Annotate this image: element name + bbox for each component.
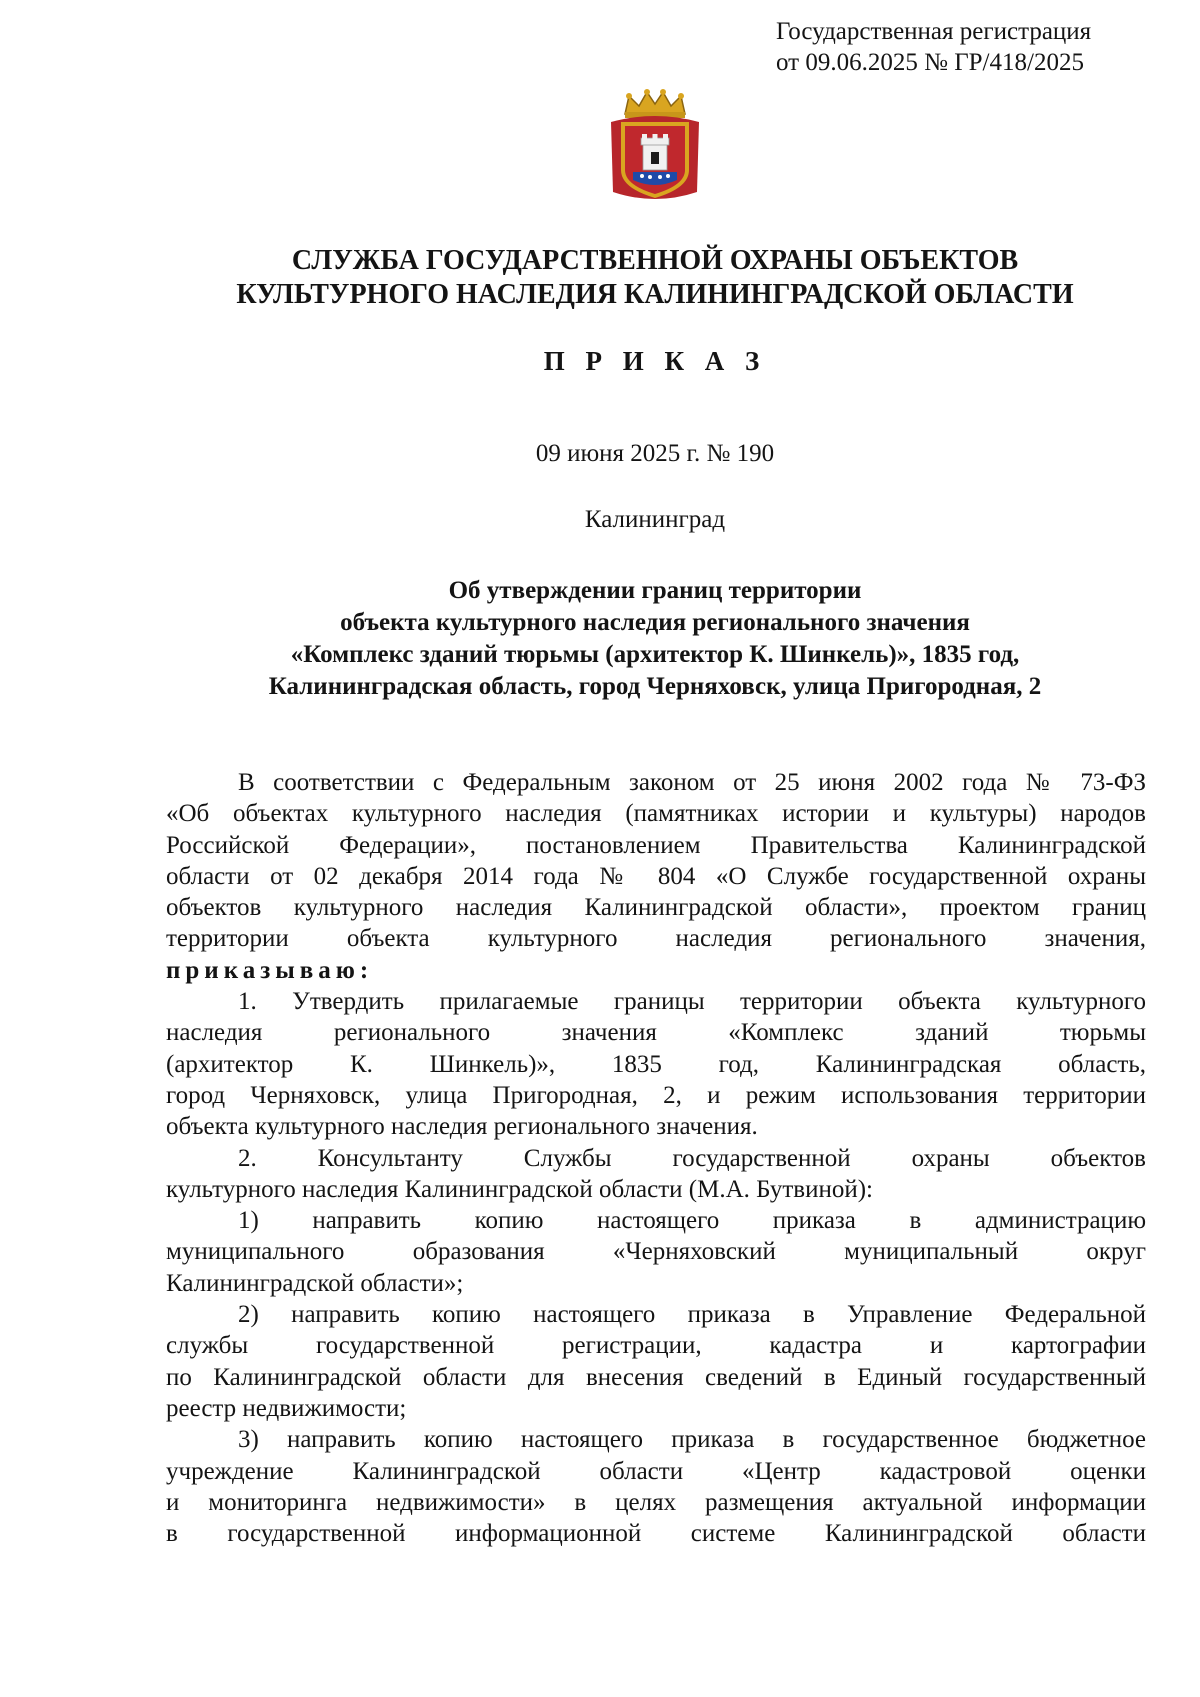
coat-of-arms-icon [607,88,703,204]
document-subject [130,575,1180,703]
body-line: учреждение Калининградской области «Центр кадастровой оценки [166,1457,1146,1485]
body-line: «Об объектах культурного наследия (памятниках истории и культуры) народов [166,800,1146,828]
body-line: области от 02 декабря 2014 года № 804 «О Службе государственной охраны [166,862,1146,890]
document-date-number: 09 июня 2025 г. № 190 [535,440,775,467]
body-line: объектов культурного наследия Калининградской области», проектом границ [166,894,1146,922]
body-line: реестр недвижимости; [166,1394,407,1422]
body-line: наследия регионального значения «Комплекс зданий тюрьмы [166,1019,1146,1047]
body-line: культурного наследия Калининградской области (М.А. Бутвиной): [166,1175,874,1203]
body-line: территории объекта культурного наследия регионального значения, [166,925,1146,953]
body-line: муниципального образования «Черняховский муниципальный округ [166,1238,1146,1266]
body-line: (архитектор К. Шинкель)», 1835 год, Калининградская область, [166,1050,1146,1078]
order-word-text: приказываю: [166,956,374,984]
body-line: по Калининградской области для внесения сведений в Единый государственный [166,1363,1146,1391]
body-line: 3) направить копию настоящего приказа в государственное бюджетное [238,1426,1146,1454]
registration-line-1: Государственная регистрация [776,18,1092,45]
registration-stamp [776,16,1176,78]
body-line: 2) направить копию настоящего приказа в Управление Федеральной [238,1301,1146,1329]
document-body [166,767,1146,1549]
body-line: Калининградской области»; [166,1269,464,1297]
body-line: В соответствии с Федеральным законом от 25 июня 2002 года № 73-ФЗ [238,769,1146,796]
subject-line: объекта культурного наследия регионального значения [340,609,970,636]
body-line: и мониторинга недвижимости» в целях размещения актуальной информации [166,1488,1146,1516]
body-line: город Черняховск, улица Пригородная, 2, и режим использования территории [166,1081,1146,1109]
body-line: объекта культурного наследия регионального значения. [166,1113,758,1141]
organization-line-2: КУЛЬТУРНОГО НАСЛЕДИЯ КАЛИНИНГРАДСКОЙ ОБЛАСТИ [236,279,1074,310]
body-line: 2. Консультанту Службы государственной охраны объектов [238,1144,1146,1172]
organization-name [130,244,1180,312]
subject-line: «Комплекс зданий тюрьмы (архитектор К. Шинкель)», 1835 год, [290,641,1020,668]
body-line: 1) направить копию настоящего приказа в администрацию [238,1207,1146,1235]
body-line: Российской Федерации», постановлением Правительства Калининградской [166,831,1146,859]
body-line: в государственной информационной системе Калининградской области [166,1520,1146,1548]
body-line: 1. Утвердить прилагаемые границы территории объекта культурного [238,988,1146,1016]
subject-line: Калининградская область, город Черняховск, улица Пригородная, 2 [268,673,1042,700]
document-city: Калининград [584,506,726,533]
document-type: П Р И К А З [543,346,767,376]
registration-line-2: от 09.06.2025 № ГР/418/2025 [776,49,1084,76]
subject-line: Об утверждении границ территории [448,577,862,604]
order-word [166,955,1146,986]
organization-line-1: СЛУЖБА ГОСУДАРСТВЕННОЙ ОХРАНЫ ОБЪЕКТОВ [291,245,1019,276]
body-line: службы государственной регистрации, кадастра и картографии [166,1332,1146,1360]
